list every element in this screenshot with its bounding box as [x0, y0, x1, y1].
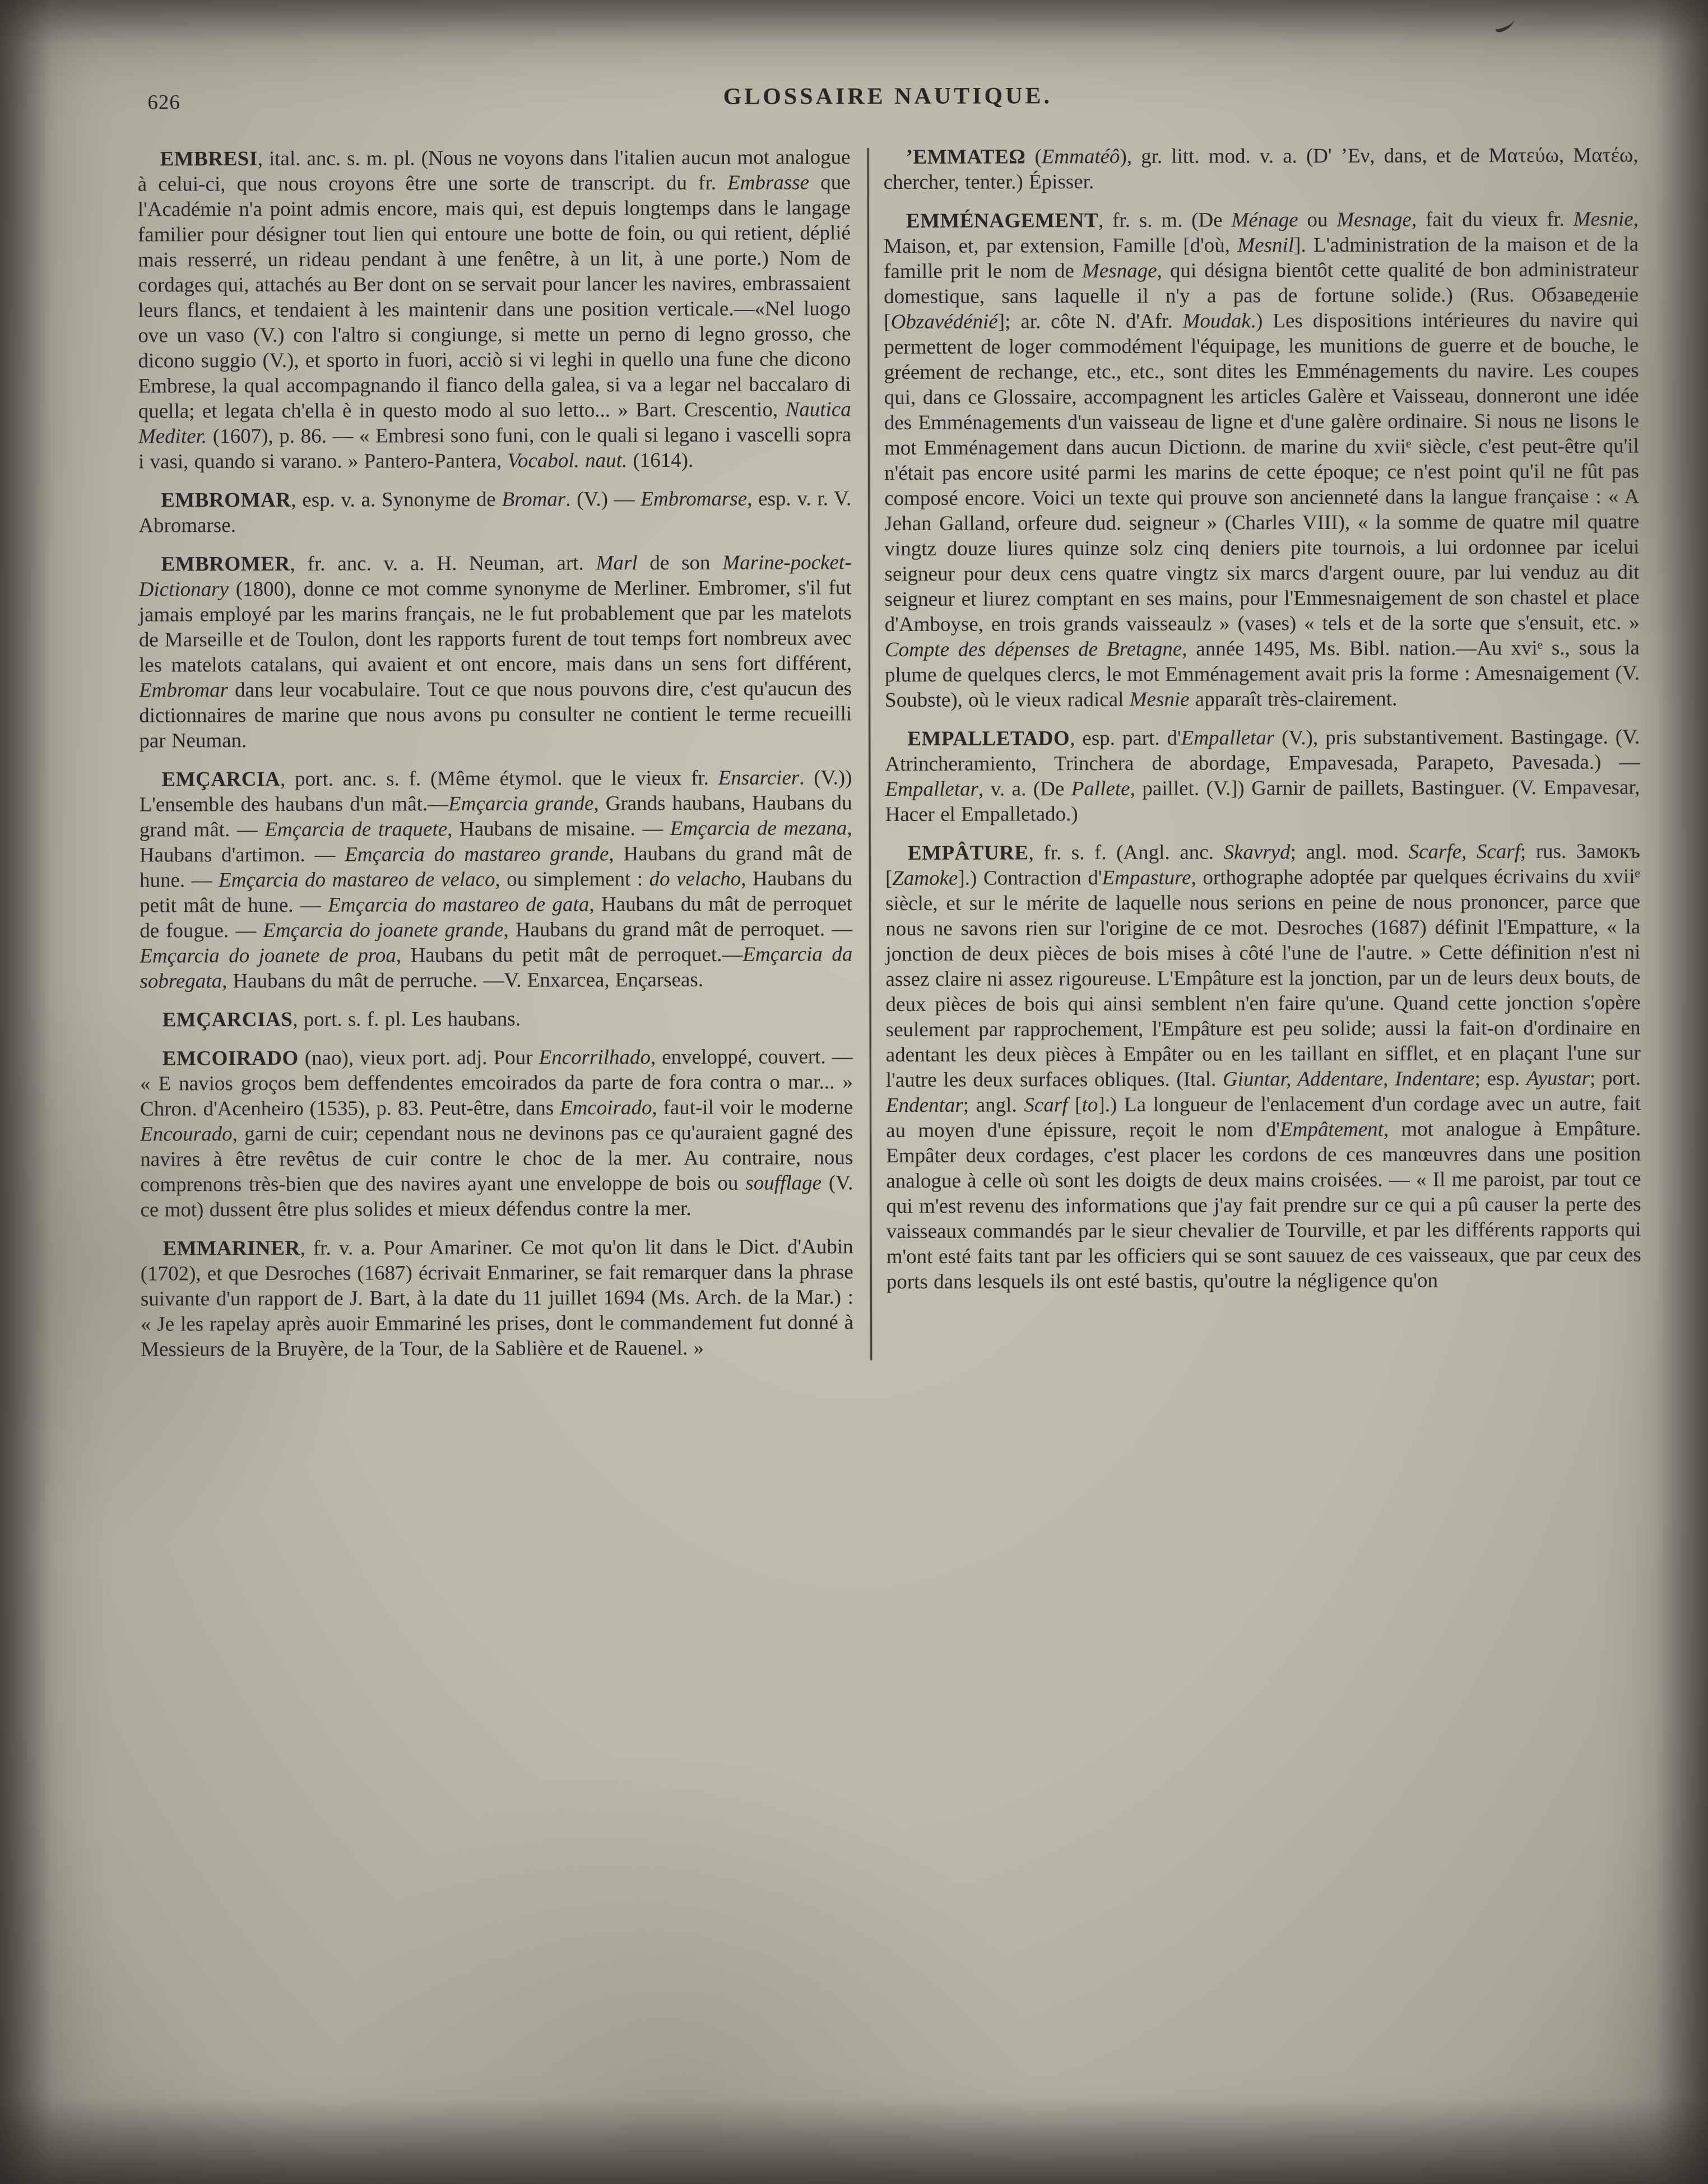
entry-headword: EMBRESI [160, 147, 258, 171]
entry-headword: EMÇARCIAS [162, 1008, 293, 1032]
left-column [138, 145, 854, 1362]
dictionary-entry: EMÇARCIAS, port. s. f. pl. Les haubans. [162, 1007, 521, 1032]
entry-headword: EMBROMER [161, 552, 290, 576]
ink-mark [1494, 14, 1516, 34]
book-page [137, 77, 1644, 2136]
entry-headword: ’EMMATEΩ [906, 145, 1026, 169]
column-divider [867, 148, 872, 1360]
dictionary-entry: EMÇARCIA, port. anc. s. f. (Même étymol. que le vieux fr. Ensarcier. (V.)) L'ensemble des haubans d'un mât.—Emçarcia grande, Grands haubans, Haubans du grand mât. — Emçarcia de traquete, Haubans de misaine. — Emçarcia de mezana, Haubans d'artimon. — Emçarcia do mastareo grande, Haubans du grand mât de hune. — Emçarcia do mastareo de velaco, ou simplement : do velacho, Haubans du petit mât de hune. — Emçarcia do mastareo de gata, Haubans du mât de perroquet de fougue. — Emçarcia do joanete grande, Haubans du grand mât de perroquet. — Emçarcia do joanete de proa, Haubans du petit mât de perroquet.—Emçarcia da sobregata, Haubans du mât de perruche. —V. Enxarcea, Ençarseas. [139, 766, 853, 993]
dictionary-entry: EMBROMAR, esp. v. a. Synonyme de Bromar. (V.) — Embromarse, esp. v. r. V. Abromarse. [138, 487, 852, 537]
dictionary-entry: EMCOIRADO (nao), vieux port. adj. Pour Encorrilhado, enveloppé, couvert. — « E navios groços bem deffendentes emcoirados da parte de fora contra o mar... » Chron. d'Acenheiro (1535), p. 83. Peut-être, dans Emcoirado, faut-il voir le moderne Encourado, garni de cuir; cependant nous ne devinons pas ce qu'auraient gagné des navires à être revêtus de cuir contre le choc de la mer. Au contraire, nous comprenons très-bien que des navires ayant une enveloppe de bois ou soufflage (V. ce mot) dussent être plus solides et mieux défendus contre la mer. [140, 1045, 853, 1222]
entry-headword: EMMÉNAGEMENT [906, 209, 1099, 233]
entry-headword: EMPÂTURE [907, 841, 1029, 865]
dictionary-entry: EMBROMER, fr. anc. v. a. H. Neuman, art. Marl de son Marine-pocket-Dictionary (1800), donne ce mot comme synonyme de Merliner. Embromer, s'il fut jamais employé par les marins français, ne le fut probablement que par les matelots de Marseille et de Toulon, dont les rapports furent de tout temps fort nombreux avec les matelots catalans, qui avaient et ont encore, mais dans un sens fort différent, Embromar dans leur vocabulaire. Tout ce que nous pouvons dire, c'est qu'aucun des dictionnaires de marine que nous avons pu consulter ne contient le terme recueilli par Neuman. [138, 551, 852, 753]
dictionary-entry: EMPÂTURE, fr. s. f. (Angl. anc. Skavryd; angl. mod. Scarfe, Scarf; rus. Замокъ [Zamoke].) Contraction d'Empasture, orthographe adoptée par quelques écrivains du xviiᵉ siècle, et sur le mérite de laquelle nous serions en peine de nous prononcer, parce que nous ne savons rien sur l'origine de ce mot. Desroches (1687) définit l'Empatture, « la jonction de deux pièces de bois mises à côté l'une de l'autre. » Cette définition n'est ni assez claire ni assez rigoureuse. L'Empâture est la jonction, par un de leurs deux bouts, de deux pièces de bois qui ainsi semblent n'en faire qu'une. Quand cette jonction s'opère seulement par rapprochement, l'Empâture est peu solide; aussi la fait-on d'ordinaire en adentant les deux pièces à Empâter ou en les taillant en sifflet, et en plaçant l'une sur l'autre les deux surfaces obliques. (Ital. Giuntar, Addentare, Indentare; esp. Ayustar; port. Endentar; angl. Scarf [to].) La longueur de l'enlacement d'un cordage avec un autre, fait au moyen d'une épissure, reçoit le nom d'Empâtement, mot analogue à Empâture. Empâter deux cordages, c'est placer les cordons de ces manœuvres dans une position analogue à celle où sont les doigts de deux mains croisées. — « Il me paroist, par tout ce qui m'est revenu des informations que j'ay fait prendre sur ce qui a pû causer la perte des vaisseaux commandés par le sieur chevalier de Tourville, et par les différents rapports qui m'ont esté faits tant par les officiers qui se sont sauuez de ces vaisseaux, que par ceux des ports dans lesquels ils ont esté bastis, qu'outre la négligence qu'on [885, 840, 1641, 1294]
dictionary-entry: EMPALLETADO, esp. part. d'Empalletar (V.), pris substantivement. Bastingage. (V. Atrincheramiento, Trinchera de abordage, Empavesada, Parapeto, Pavesada.) — Empalletar, v. a. (De Pallete, paillet. (V.]) Garnir de paillets, Bastinguer. (V. Empavesar, Hacer el Empalletado.) [885, 725, 1640, 827]
page-header [137, 77, 1638, 126]
entry-headword: EMPALLETADO [907, 727, 1070, 750]
right-column [884, 143, 1642, 1361]
dictionary-entry: EMBRESI, ital. anc. s. m. pl. (Nous ne voyons dans l'italien aucun mot analogue à celui-ci, que nous croyons être une sorte de transcript. du fr. Embrasse que l'Académie n'a point admis encore, mais qui, est depuis longtemps dans le langage familier pour désigner tout lien qui entoure une botte de foin, ou qui retient, déplié mais resserré, un rideau pendant à une fenêtre, à un lit, à une porte.) Nom de cordages qui, attachés au Ber dont on se servait pour lancer les navires, embrassaient leurs flancs, et tendaient à les maintenir dans une position verticale.—«Nel luogo ove un vaso (V.) con l'altro si congiunge, si mette un perno di legno grosso, che dicono suggio (V.), et sporto in fuori, acciò si vi leghi in quello una fune che dicono Embrese, la qual accompagnando il fianco della galea, si va a legar nel baccalaro di quella; et legata ch'ella è in questo modo al suo letto... » Bart. Crescentio, Nautica Mediter. (1607), p. 86. — « Embresi sono funi, con le quali si legano i vascelli sopra i vasi, quando si varano. » Pantero-Pantera, Vocabol. naut. (1614). [137, 146, 851, 474]
dictionary-entry: ’EMMATEΩ (Emmatéô), gr. litt. mod. v. a. (D' ’Εν, dans, et de Ματεύω, Ματέω, chercher, tenter.) Épisser. [883, 143, 1639, 194]
entry-headword: EMÇARCIA [161, 767, 281, 791]
page-title: GLOSSAIRE NAUTIQUE. [723, 83, 1053, 110]
page-number: 626 [147, 91, 180, 114]
two-column-text [138, 143, 1642, 1362]
entry-headword: EMCOIRADO [162, 1046, 299, 1070]
dictionary-entry: EMMARINER, fr. v. a. Pour Amariner. Ce mot qu'on lit dans le Dict. d'Aubin (1702), et que Desroches (1687) écrivait Enmariner, se fait remarquer dans la phrase suivante d'un rapport de J. Bart, à la date du 11 juillet 1694 (Ms. Arch. de la Mar.) : « Je les rapelay après auoir Emmariné les prises, dont le commandement fut donné à Messieurs de la Bruyère, de la Tour, de la Sablière et de Rauenel. » [140, 1235, 854, 1361]
entry-headword: EMBROMAR [161, 488, 291, 512]
dictionary-entry: EMMÉNAGEMENT, fr. s. m. (De Ménage ou Mesnage, fait du vieux fr. Mesnie, Maison, et, par extension, Famille [d'où, Mesnil]. L'administration de la maison et de la famille prit le nom de Mesnage, qui désigna bientôt cette qualité de bon administrateur domestique, sans laquelle il n'y a pas de fortune solide.) (Rus. Обзаведеніе [Obzavédénié]; ar. côte N. d'Afr. Moudak.) Les dispositions intérieures du navire qui permettent de loger commodément l'équipage, les munitions de guerre et de bouche, le gréement de rechange, etc., etc., sont dites les Emménagements du navire. Les coupes qui, dans ce Glossaire, accompagnent les articles Galère et Vaisseau, donneront une idée des Emménagements d'un vaisseau de ligne et d'une galère ordinaire. Si nous ne lisons le mot Emménagement dans aucun Dictionn. de marine du xviiᵉ siècle, c'est peut-être qu'il n'était pas encore usité parmi les marins de cette époque; ce n'est point qu'il ne fût pas composé encore. Voici un texte qui prouve son ancienneté dans la langue française : « A Jehan Galland, orfeure dud. seigneur » (Charles VIII), « la somme de quatre mil quatre vingtz douze liures quinze solz cinq deniers pite tournois, a lui ordonnee par icelui seigneur pour deux cens quatre vingtz six marcs d'argent ouure, par lui venduz au dit seigneur et liurez comptant en ses mains, pour l'Emmesnaigement de son chastel et place d'Amboyse, en trois grands vaisseaulz » (vases) « tels et de la sorte que s'ensuit, etc. » Compte des dépenses de Bretagne, année 1495, Ms. Bibl. nation.—Au xviᵉ s., sous la plume de quelques clercs, le mot Emménagement avait pris la forme : Amesnaigement (V. Soubste), où le vieux radical Mesnie apparaît très-clairement. [883, 207, 1640, 712]
entry-headword: EMMARINER [163, 1236, 300, 1260]
